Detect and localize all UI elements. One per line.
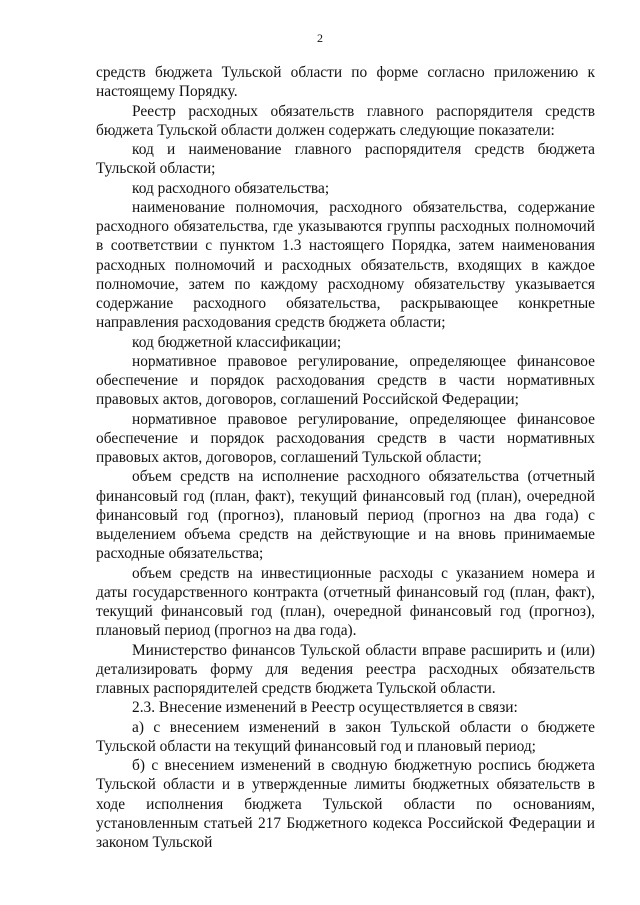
paragraph-6: код бюджетной классификации;: [132, 333, 342, 351]
paragraph-10: объем средств на инвестиционные расходы с указанием номера и даты государственного контракта (отчетный финансовый год (план, факт), текущий финансовый год (план), очередной финансовый год (прогноз), плановый период (прогноз на два года).: [96, 564, 595, 640]
paragraph-9: объем средств на исполнение расходного обязательства (отчетный финансовый год (план, факт), текущий финансовый год (план), очередной финансовый год (прогноз), плановый период (прогноз на два года) с выделением объема средств на действующие и на вновь принимаемые расходные обязательства;: [96, 468, 595, 563]
paragraph-7: нормативное правовое регулирование, определяющее финансовое обеспечение и порядок расходования средств в части нормативных правовых актов, договоров, соглашений Российской Федерации;: [96, 352, 595, 409]
paragraph-13: а) с внесением изменений в закон Тульской области о бюджете Тульской области на текущий финансовый год и плановый период;: [96, 718, 595, 755]
paragraph-2: Реестр расходных обязательств главного распорядителя средств бюджета Тульской области должен содержать следующие показатели:: [96, 102, 595, 139]
paragraph-8: нормативное правовое регулирование, определяющее финансовое обеспечение и порядок расходования средств в части нормативных правовых актов, договоров, соглашений Тульской области;: [96, 410, 595, 466]
paragraph-14: б) с внесением изменений в сводную бюджетную роспись бюджета Тульской области и в утвержденные лимиты бюджетных обязательств в ходе исполнения бюджета Тульской области по основаниям, установленным статьей 217 Бюджетного кодекса Российской Федерации и законом Тульской: [96, 757, 595, 851]
page-number: 2: [317, 31, 323, 45]
paragraph-4: код расходного обязательства;: [132, 179, 330, 197]
paragraph-3: код и наименование главного распорядителя средств бюджета Тульской области;: [96, 141, 595, 178]
paragraph-11: Министерство финансов Тульской области вправе расширить и (или) детализировать форму для ведения реестра расходных обязательств главных распорядителей средств бюджета Тульской области.: [96, 641, 595, 697]
paragraph-5: наименование полномочия, расходного обязательства, содержание расходного обязательства, где указываются группы расходных полномочий в соответствии с пунктом 1.3 настоящего Порядка, затем наименования расходных полномочий и расходных обязательств, входящих в каждое полномочие, затем по каждому расходному обязательству указывается содержание расходного обязательства, раскрывающее конкретные направления расходования средств бюджета области;: [96, 198, 595, 332]
document-body: [96, 63, 595, 852]
paragraph-12: 2.3. Внесение изменений в Реестр осуществляется в связи:: [132, 699, 518, 717]
paragraph-1: средств бюджета Тульской области по форме согласно приложению к настоящему Порядку.: [96, 64, 595, 101]
